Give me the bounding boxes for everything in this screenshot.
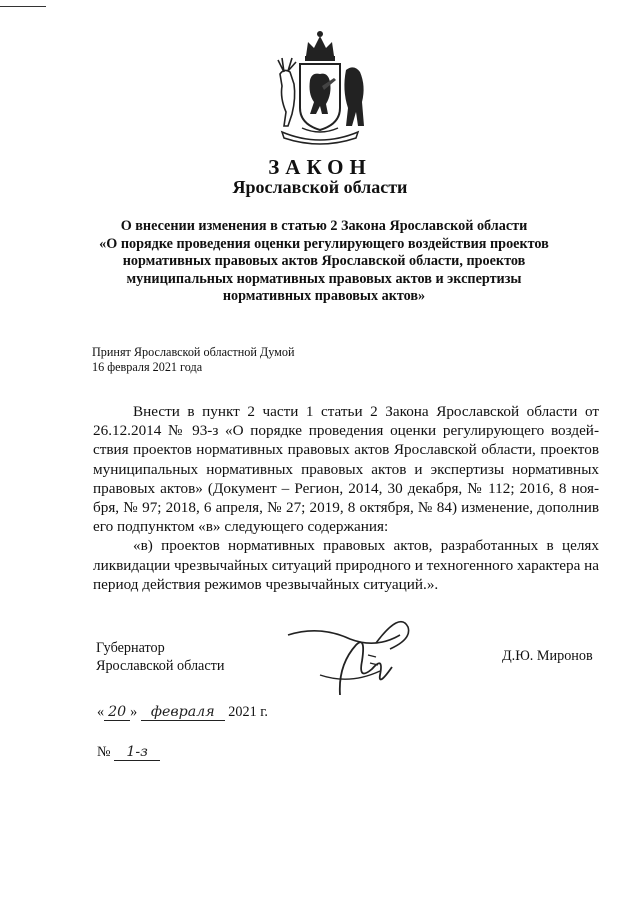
date-day: 20 xyxy=(104,704,130,721)
position-region: Ярославской области xyxy=(96,658,225,674)
signatory-name: Д.Ю. Миронов xyxy=(502,648,593,664)
subject-line: «О порядке проведения оценки регулирующего воздействия проектов xyxy=(99,235,549,252)
law-subject xyxy=(90,218,558,306)
document-title: ЗАКОН xyxy=(268,155,372,179)
signing-date xyxy=(97,704,268,721)
adopted-date: 16 февраля 2021 года xyxy=(92,360,203,374)
number-value: 1-з xyxy=(114,744,160,761)
subject-line: нормативных правовых актов Ярославской области, проектов xyxy=(122,253,526,269)
body-paragraph: «в) проектов нормативных правовых актов, разработанных в целях ликвидации чрезвычайных ситуаций природного и техногенного характера на период действия режимов чрезвычайных ситуаций.». xyxy=(93,537,600,593)
position-title: Губернатор xyxy=(96,640,165,656)
scan-artifact-line xyxy=(0,6,46,7)
document-region: Ярославской области xyxy=(232,177,408,197)
adoption-note xyxy=(92,345,294,375)
subject-line: нормативных правовых актов» xyxy=(222,288,426,304)
date-close-quote: » xyxy=(130,704,138,720)
adopted-by: Принят Ярославской областной Думой xyxy=(92,345,295,359)
yaroslavl-coat-of-arms-icon xyxy=(272,28,368,146)
body-paragraph: Внести в пункт 2 части 1 статьи 2 Закона Ярославской области от 26.12.2014 № 93-з «О порядке проведения оценки регулирующего воздействия проектов нормативных правовых актов Ярославской области, проектов муниципальных нормативных правовых актов и экспертизы нормативных правовых актов» (Документ – Регион, 2014, 30 декабря, № 112; 2016, 8 ноября, № 97; 2018, 6 апреля, № 27; 2019, 8 октября, № 84) изменение, дополнив его подпунктом «в» следующего содержания: xyxy=(93,403,599,536)
date-open-quote: « xyxy=(97,704,105,720)
subject-line: О внесении изменения в статью 2 Закона Ярославской области xyxy=(120,218,528,234)
date-month: февраля xyxy=(141,704,225,721)
law-body xyxy=(93,402,599,594)
signatory-position xyxy=(96,639,224,675)
law-number xyxy=(97,744,160,761)
number-prefix: № xyxy=(97,744,111,760)
date-year: 2021 г. xyxy=(228,704,268,720)
handwritten-signature xyxy=(280,605,430,700)
subject-line: муниципальных нормативных правовых актов и экспертизы xyxy=(126,270,522,287)
